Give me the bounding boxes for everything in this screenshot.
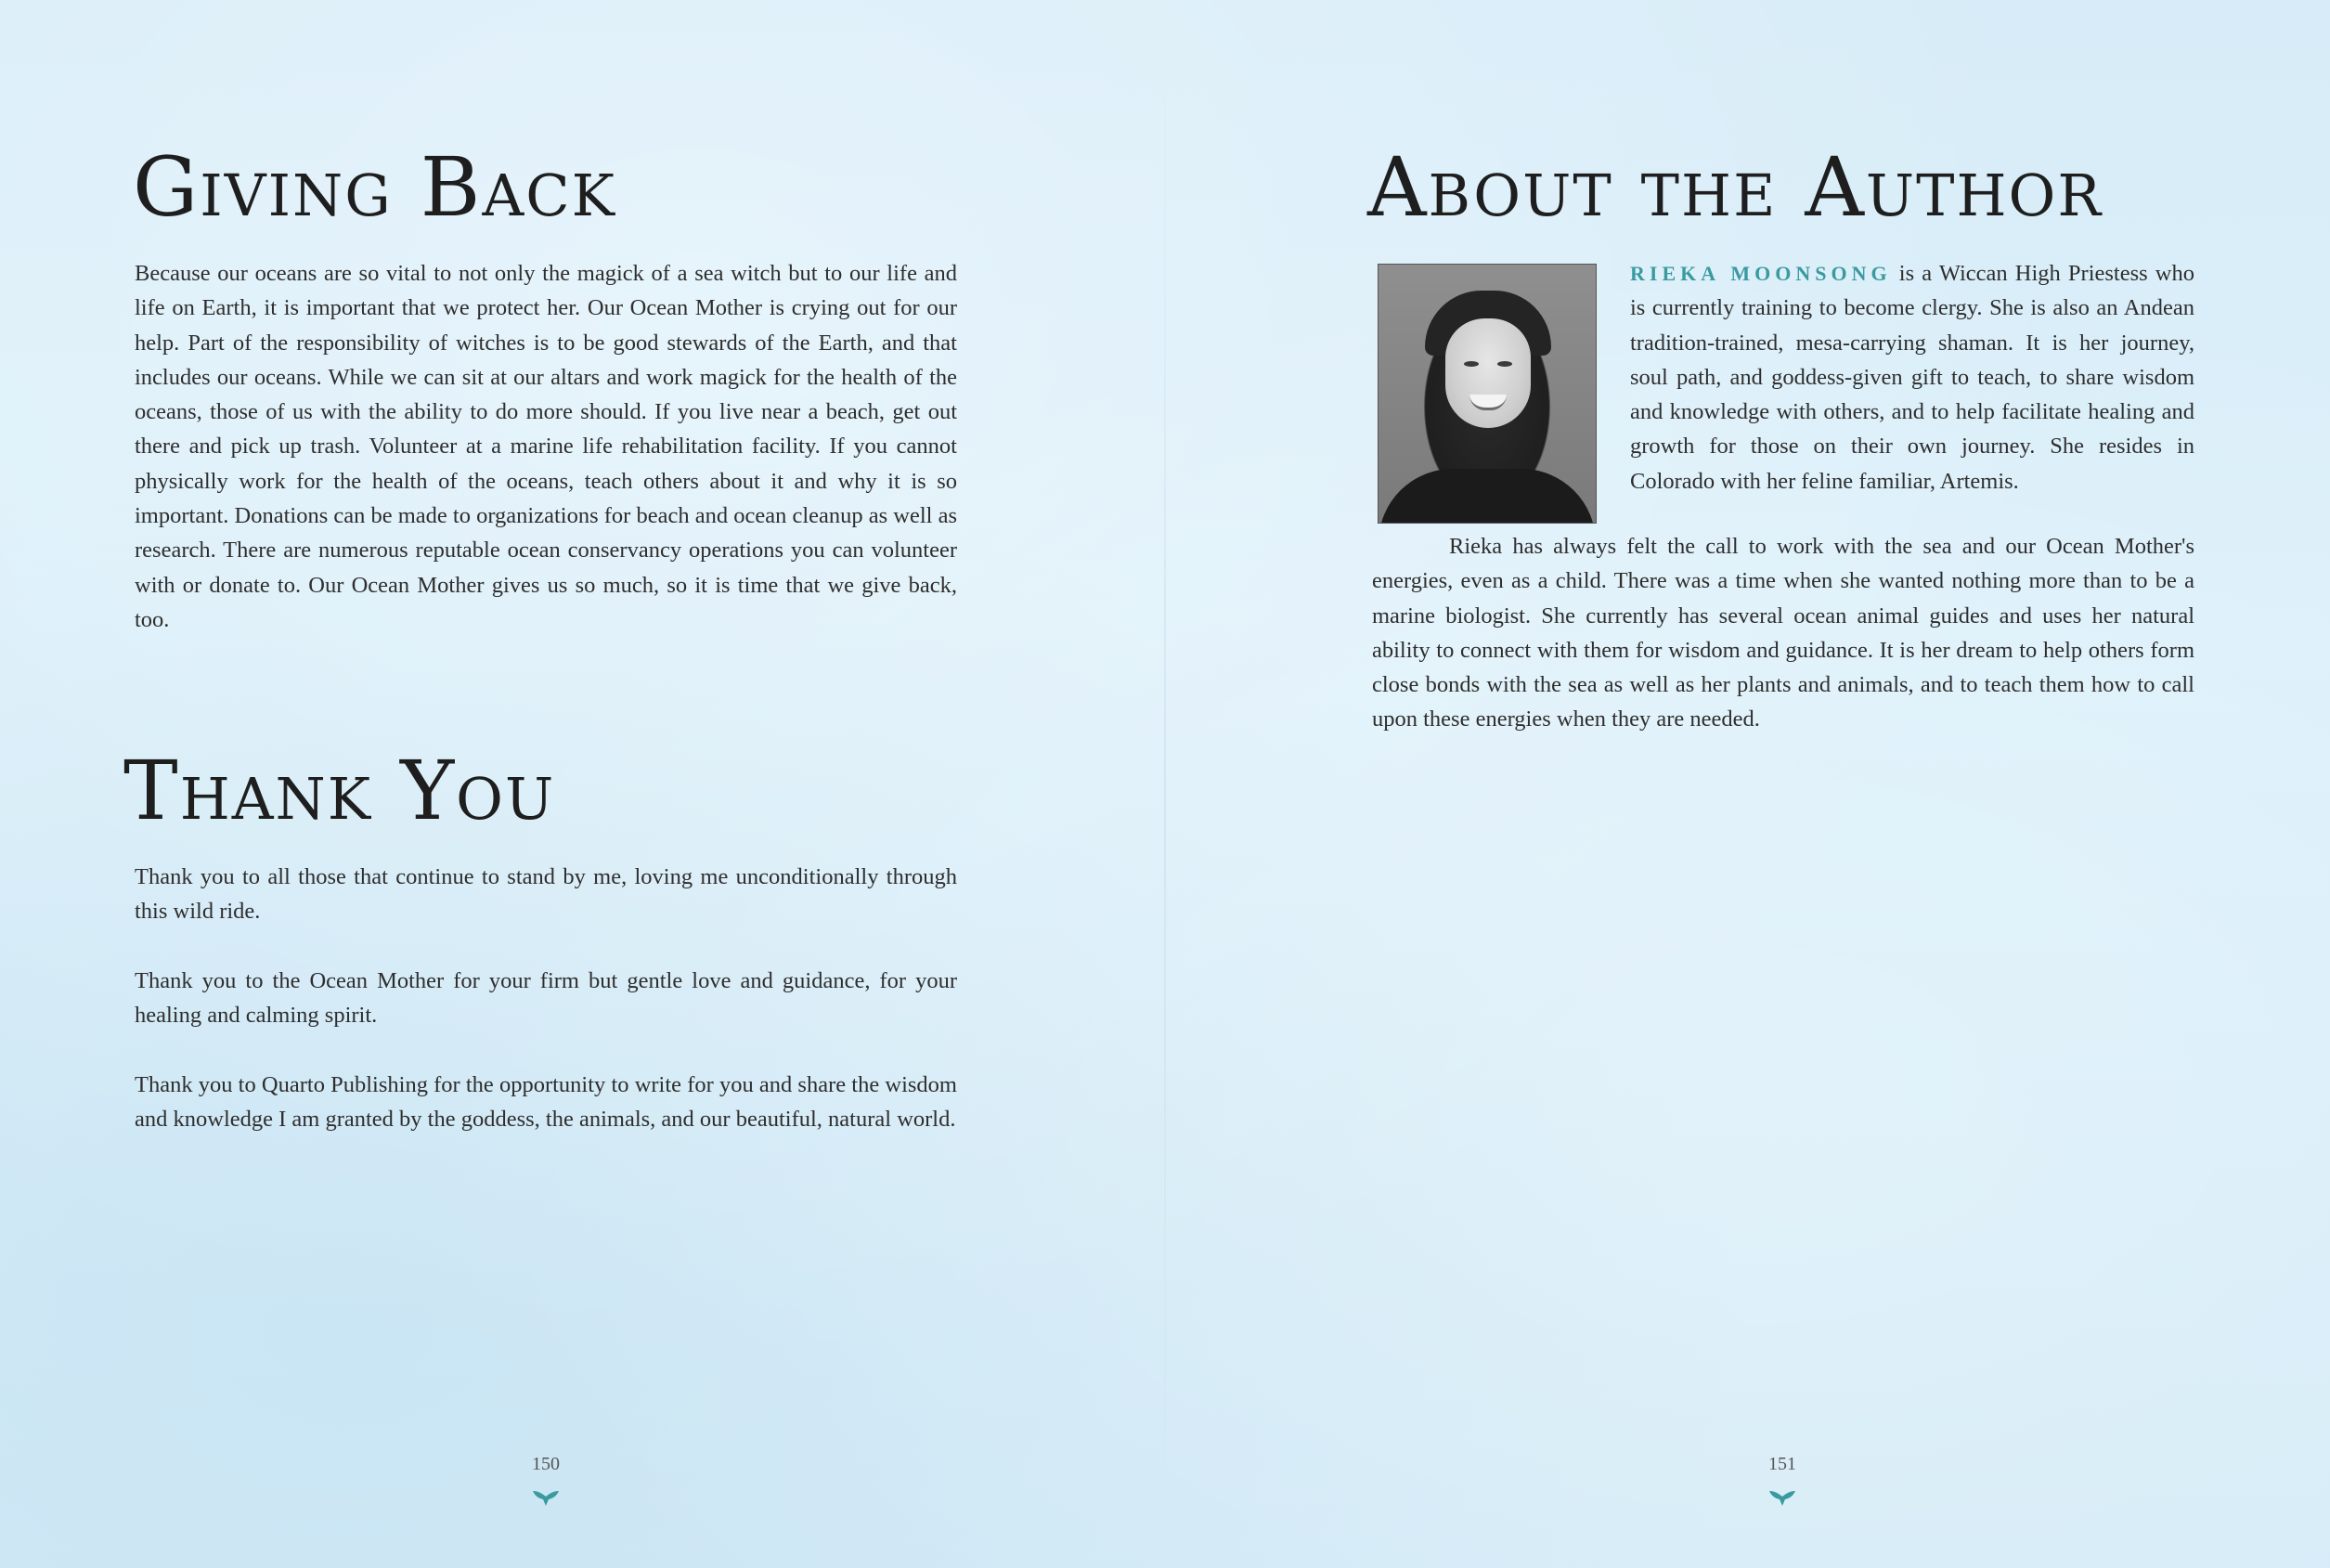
photo-eye-left bbox=[1464, 361, 1479, 367]
giving-back-body: Because our oceans are so vital to not only the magick of a sea witch but to our life and life on Earth, it is important that we protect her. Our Ocean Mother is crying out for our help. Part of the responsibility of witches is to be good stewards of the Earth, and that includes our oceans. While we can sit at our altars and work magick for the health of the oceans, those of us with the ability to do more should. If you live near a beach, get out there and pick up trash. Volunteer at a marine life rehabilitation facility. If you cannot physically work for the health of the oceans, teach others about it and why it is so important. Donations can be made to organizations for beach and ocean cleanup as well as research. There are numerous reputable ocean conservancy operations you can volunteer with or donate to. Our Ocean Mother gives us so much, so it is time that we give back, too. bbox=[135, 261, 957, 632]
author-paragraph-2: Rieka has always felt the call to work with the sea and our Ocean Mother's energies, even as a child. There was a time when she wanted nothing more than to be a marine biologist. She currently has several ocean animal guides and uses her natural ability to connect with them for wisdom and guidance. It is her dream to help others form close bonds with the sea as well as her plants and animals, and to teach them how to call upon these energies when they are needed. bbox=[1372, 534, 2194, 732]
thank-you-paragraph-2: Thank you to the Ocean Mother for your firm but gentle love and guidance, for your healing and calming spirit. bbox=[135, 968, 957, 1029]
thank-you-paragraph-1: Thank you to all those that continue to stand by me, loving me unconditionally through this wild ride. bbox=[135, 864, 957, 925]
author-paragraph-1-text: is a Wiccan High Priestess who is currently training to become clergy. She is also an Andean tradition-trained, mesa-carrying shaman. It is her journey, soul path, and goddess-given gift to teach, to share wisdom and knowledge with others, and to help facilitate healing and growth for those on their own journey. She resides in Colorado with her feline familiar, Artemis. bbox=[1630, 261, 2194, 494]
photo-face bbox=[1445, 318, 1531, 428]
thank-you-paragraph-3: Thank you to Quarto Publishing for the opportunity to write for you and share the wisdom and knowledge I am granted by the goddess, the animals, and our beautiful, natural world. bbox=[135, 1072, 957, 1133]
page-number-right: 151 bbox=[1768, 1454, 1796, 1474]
right-page bbox=[1165, 0, 2330, 1568]
fish-tail-icon bbox=[531, 1487, 561, 1508]
thank-you-heading: Thank You bbox=[123, 743, 556, 838]
author-photo bbox=[1378, 264, 1597, 524]
author-bio bbox=[1372, 256, 2194, 737]
author-name: RIEKA MOONSONG bbox=[1630, 262, 1892, 285]
photo-shoulders bbox=[1379, 469, 1596, 524]
about-the-author-heading: About the Author bbox=[1367, 139, 2103, 235]
photo-eye-right bbox=[1497, 361, 1512, 367]
fish-tail-icon bbox=[1767, 1487, 1797, 1508]
giving-back-heading: Giving Back bbox=[133, 139, 617, 235]
page-number-left: 150 bbox=[532, 1454, 560, 1474]
